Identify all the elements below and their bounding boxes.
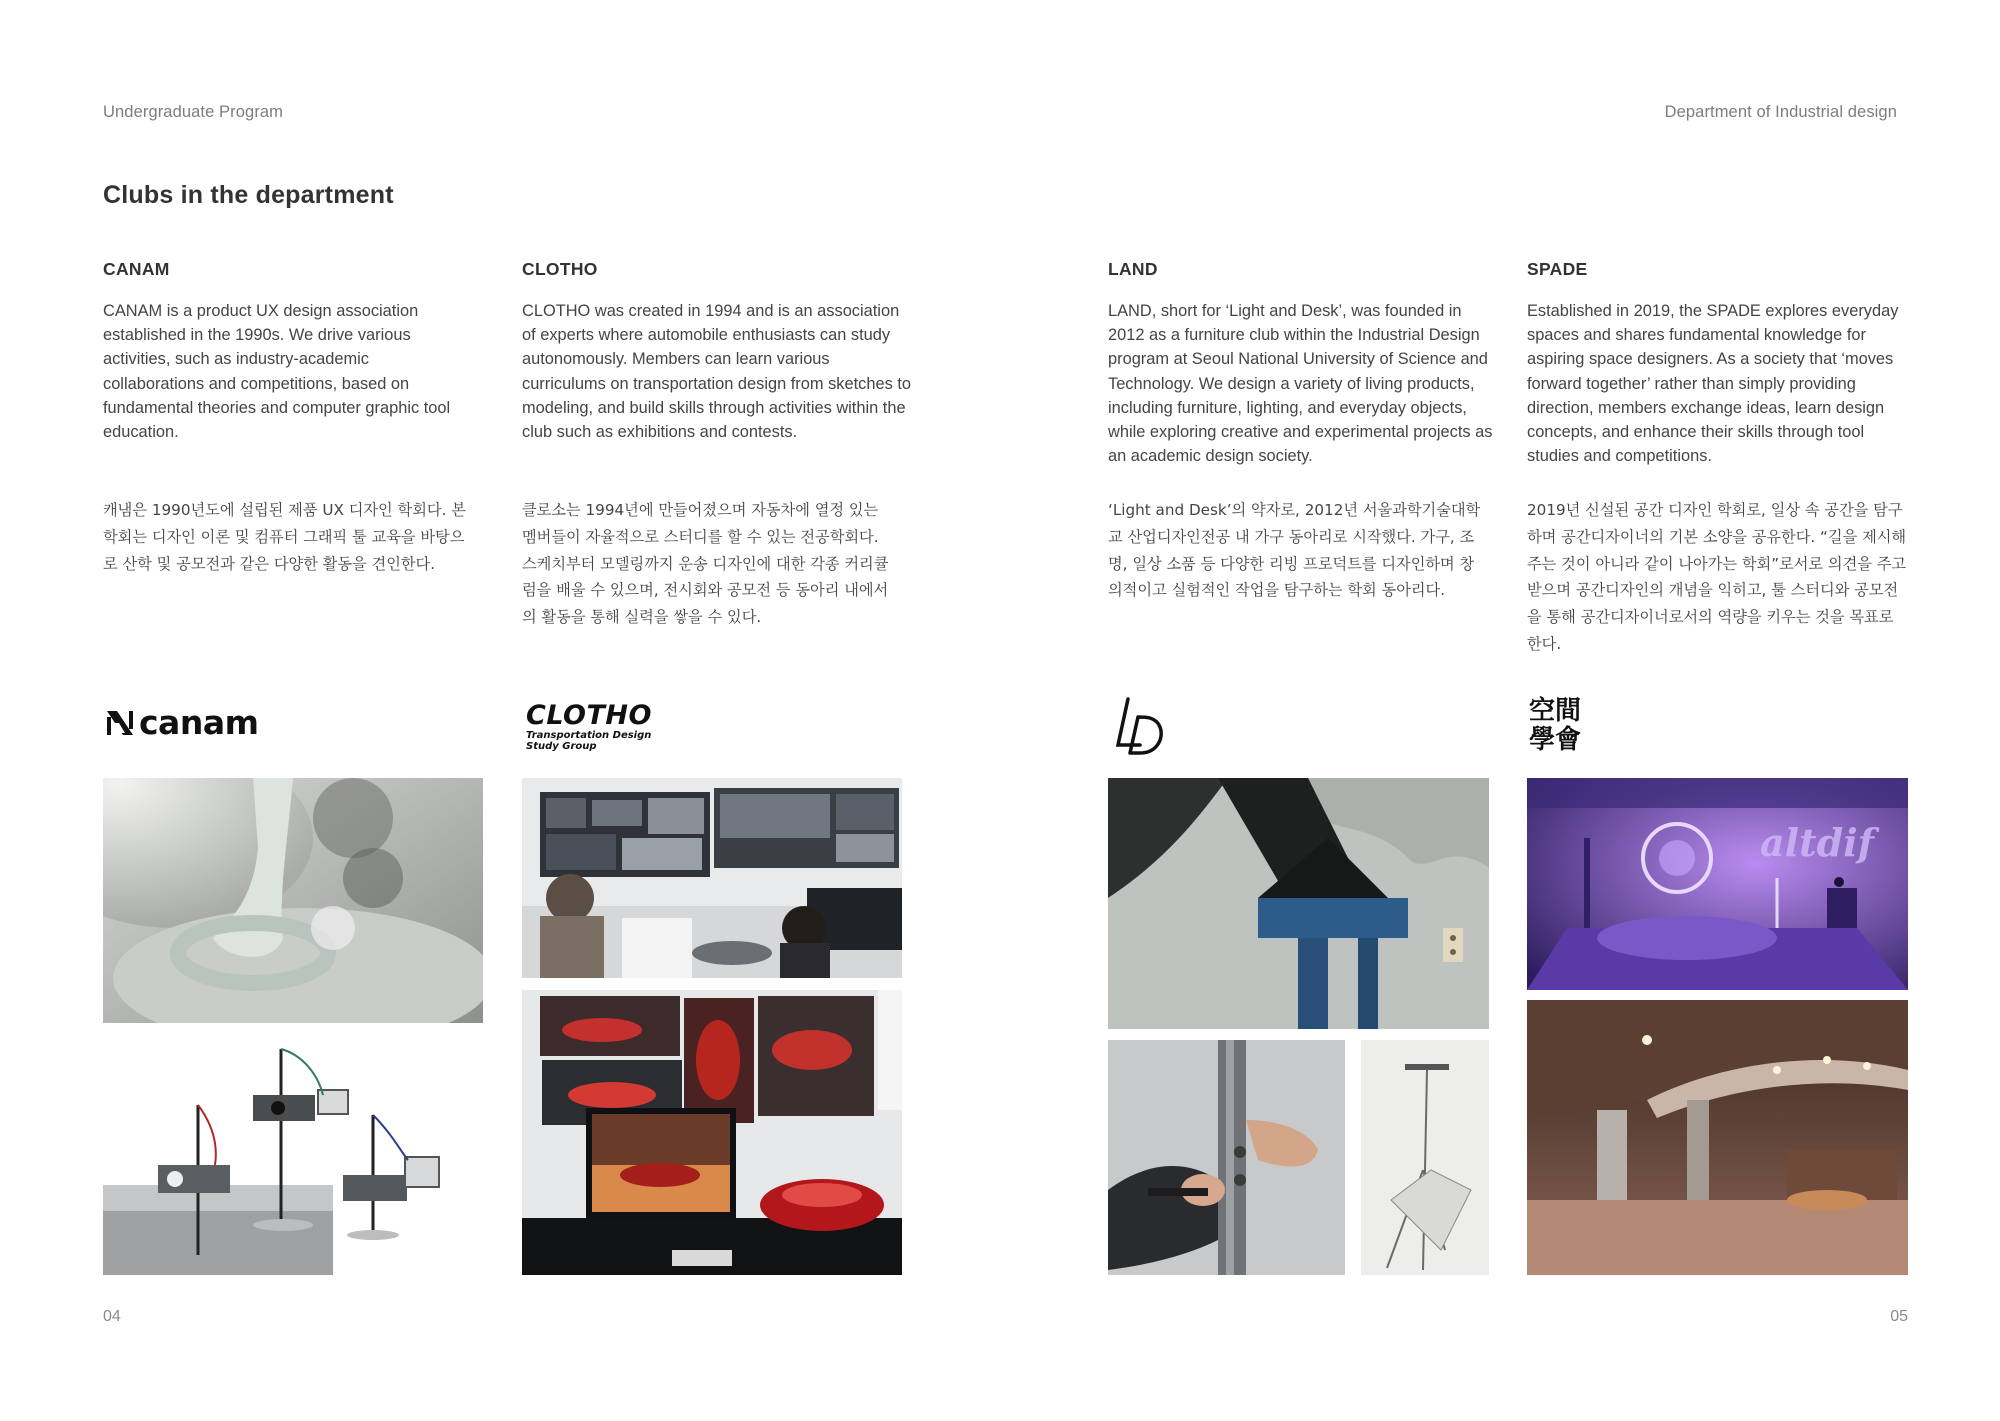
spade-photo-altdif-sign: altdif <box>1760 820 1874 865</box>
club-description-ko-clotho: 클로소는 1994년에 만들어졌으며 자동차에 열정 있는 멤버들이 자율적으로 스터디를 할 수 있는 전공학회다. 스케치부터 모델링까지 운송 디자인에 대한 각종 커리큘럼을 배울 수 있으며, 전시회와 공모전 등 동아리 내에서의 활동을 통해 실력을 쌓을 수 있다. <box>522 501 889 627</box>
canam-logo-text: canam <box>139 703 259 742</box>
spade-photo-purple-space <box>1527 778 1908 990</box>
land-photo-hands-assembly <box>1108 1040 1345 1275</box>
clotho-photo-red-car-display <box>522 990 902 1275</box>
club-name-spade: SPADE <box>1527 259 1588 279</box>
canam-logo <box>105 703 258 742</box>
page-title: Clubs in the department <box>103 181 394 209</box>
clotho-logo <box>526 702 652 752</box>
club-description-en-spade: Established in 2019, the SPADE explores everyday spaces and shares fundamental knowledge for aspiring space designers. As a society that ‘moves forward together’ rather than simply providing direction, members exchange ideas, learn design concepts, and enhance their skills through tool studies and competitions. <box>1527 302 1899 466</box>
clotho-logo-text: CLOTHO <box>526 700 652 731</box>
club-description-ko-canam: 캐냄은 1990년도에 설립된 제품 UX 디자인 학회다. 본 학회는 디자인 이론 및 컴퓨터 그래픽 툴 교육을 바탕으로 산학 및 공모전과 같은 다양한 활동을 견인한다. <box>103 501 466 573</box>
canam-mark-icon <box>105 707 135 739</box>
club-description-en-land: LAND, short for ‘Light and Desk’, was founded in 2012 as a furniture club within the Industrial Design program at Seoul National University of Science and Technology. We design a variety of living products, including furniture, lighting, and everyday objects, while exploring creative and experimental projects as an academic design society. <box>1108 302 1493 466</box>
land-ld-mark-icon <box>1110 697 1166 757</box>
club-name-clotho: CLOTHO <box>522 259 598 279</box>
club-description-ko-spade: 2019년 신설된 공간 디자인 학회로, 일상 속 공간을 탐구하며 공간디자이너의 기본 소양을 공유한다. “길을 제시해 주는 것이 아니라 같이 나아가는 학회”로서로 의견을 주고 받으며 공간디자인의 개념을 익히고, 툴 스터디와 공모전을 통해 공간디자이너로서의 역량을 키우는 것을 목표로 한다. <box>1527 501 1907 653</box>
spade-logo-line2: 學會 <box>1529 725 1582 755</box>
spade-logo <box>1529 697 1581 755</box>
club-name-land: LAND <box>1108 259 1158 279</box>
land-logo <box>1110 697 1166 757</box>
running-head-right: Department of Industrial design <box>1664 103 1897 121</box>
club-name-canam: CANAM <box>103 259 170 279</box>
page-number-left: 04 <box>103 1308 121 1325</box>
club-description-en-canam: CANAM is a product UX design association established in the 1990s. We drive various activities, such as industry-academic collaborations and competitions, based on fundamental theories and computer graphic tool education. <box>103 302 451 442</box>
spade-logo-line1: 空間 <box>1529 696 1582 726</box>
club-description-en-clotho: CLOTHO was created in 1994 and is an association of experts where automobile enthusiasts can study autonomously. Members can learn various curriculums on transportation design from sketches to modeling, and build skills through activities within the club such as exhibitions and contests. <box>522 302 911 442</box>
page-number-right: 05 <box>1890 1308 1908 1325</box>
canam-photo-lamps-on-pedestal <box>103 1035 483 1275</box>
club-description-ko-land: ‘Light and Desk’의 약자로, 2012년 서울과학기술대학교 산업디자인전공 내 가구 동아리로 시작했다. 가구, 조명, 일상 소품 등 다양한 리빙 프로덕트를 디자인하며 창의적이고 실험적인 작업을 탐구하는 학회 동아리다. <box>1108 501 1481 600</box>
canam-photo-lamp-closeup <box>103 778 483 1023</box>
running-head-left: Undergraduate Program <box>103 103 284 121</box>
spade-photo-lounge <box>1527 1000 1908 1275</box>
clotho-logo-sub1: Transportation Design <box>526 730 652 741</box>
clotho-logo-sub2: Study Group <box>526 741 597 752</box>
land-photo-stool <box>1361 1040 1489 1275</box>
land-photo-blue-lamp <box>1108 778 1489 1029</box>
clotho-photo-exhibition-wall <box>522 778 902 978</box>
